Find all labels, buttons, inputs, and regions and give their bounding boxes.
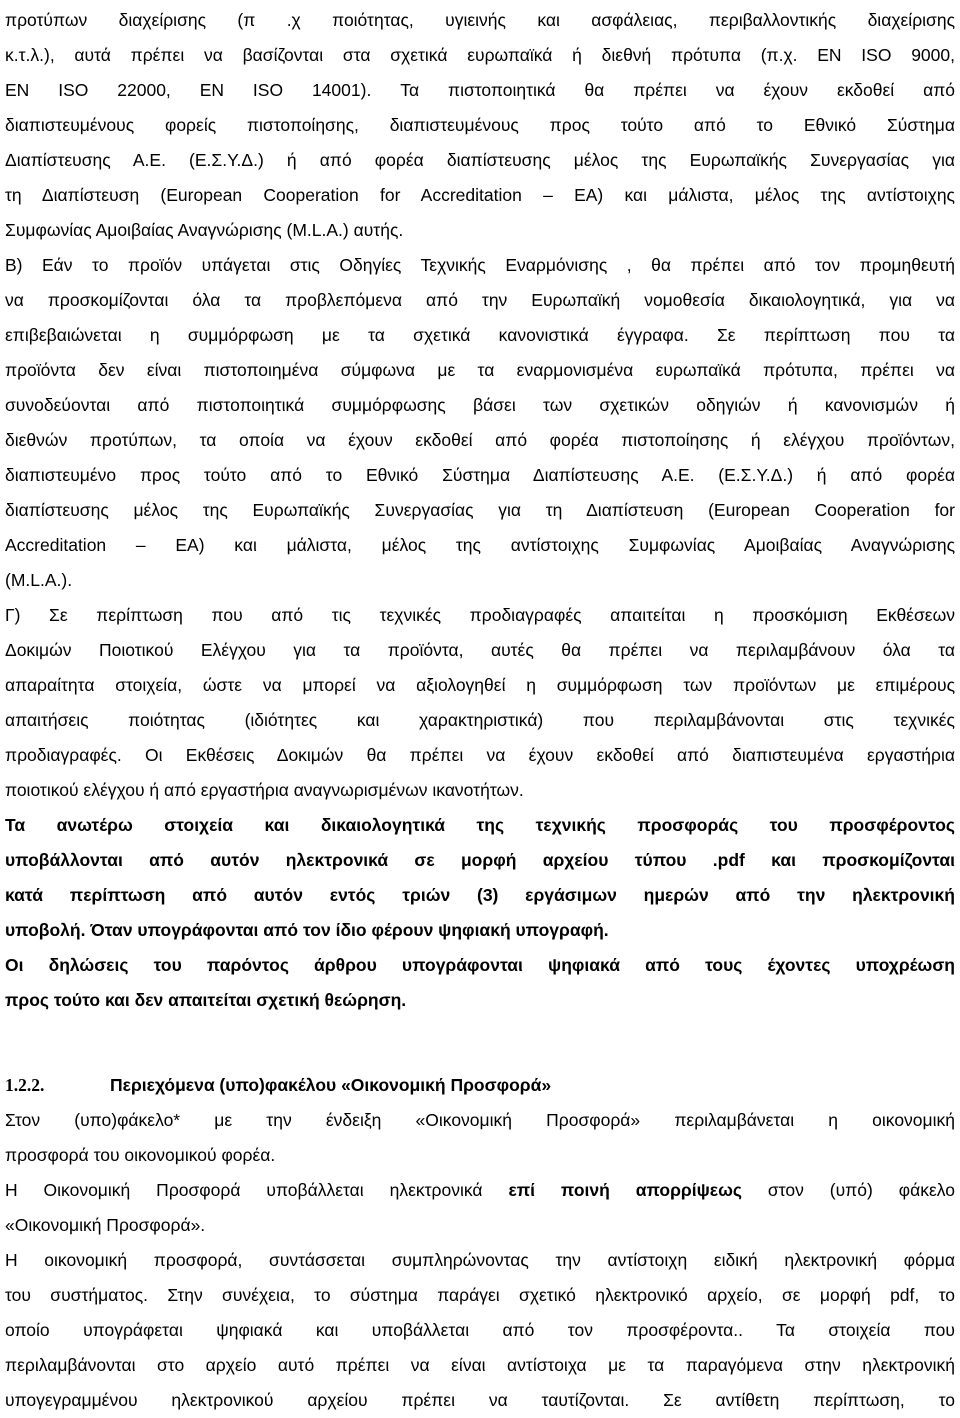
text-line: κ.τ.λ.), αυτά πρέπει να βασίζονται στα σχετικά ευρωπαϊκά ή διεθνή πρότυπα (π.χ. EN ISO 9000, [5, 45, 955, 65]
text-line: (M.L.A.). [5, 570, 73, 590]
section-title: Περιεχόμενα (υπο)φακέλου «Οικονομική Προσφορά» [110, 1075, 552, 1095]
bold-text-line: Οι δηλώσεις του παρόντος άρθρου υπογράφονται ψηφιακά από τους έχοντες υποχρέωση [5, 955, 955, 975]
emphasis-text: επί ποινή απορρίψεως [508, 1180, 742, 1200]
text-line: διεθνών προτύπων, τα οποία να έχουν εκδοθεί από φορέα πιστοποίησης ή ελέγχου προϊόντων, [5, 430, 955, 450]
bold-text-line: κατά περίπτωση από αυτόν εντός τριών (3) εργάσιμων ημερών από την ηλεκτρονική [5, 885, 955, 905]
text-line: προτύπων διαχείρισης (π .χ ποιότητας, υγιεινής και ασφάλειας, περιβαλλοντικής διαχείρισης [5, 10, 955, 30]
text-line: υπογεγραμμένου ηλεκτρονικού αρχείου πρέπει να ταυτίζονται. Σε αντίθετη περίπτωση, το [5, 1390, 955, 1410]
section-number: 1.2.2. [5, 1075, 45, 1095]
text-line: ποιοτικού ελέγχου ή από εργαστήρια αναγνωρισμένων ικανοτήτων. [5, 780, 524, 800]
text-line: Στον (υπο)φάκελο* με την ένδειξη «Οικονομική Προσφορά» περιλαμβάνεται η οικονομική [5, 1110, 955, 1130]
text-line: Διαπίστευσης Α.Ε. (Ε.Σ.Υ.Δ.) ή από φορέα διαπίστευσης μέλος της Ευρωπαϊκής Συνεργασίας για [5, 150, 955, 170]
text-line: Β) Εάν το προϊόν υπάγεται στις Οδηγίες Τεχνικής Εναρμόνισης , θα πρέπει από τον προμηθευτή [5, 255, 955, 275]
text-line: προϊόντα δεν είναι πιστοποιημένα σύμφωνα με τα εναρμονισμένα ευρωπαϊκά πρότυπα, πρέπει να [5, 360, 955, 380]
bold-text-line: Τα ανωτέρω στοιχεία και δικαιολογητικά της τεχνικής προσφοράς του προσφέροντος [5, 815, 955, 835]
text-line: Η οικονομική προσφορά, συντάσσεται συμπληρώνοντας την αντίστοιχη ειδική ηλεκτρονική φόρμα [5, 1250, 955, 1270]
text-line: απαιτήσεις ποιότητας (ιδιότητες και χαρακτηριστικά) που περιλαμβάνονται στις τεχνικές [5, 710, 955, 730]
text-line: Συμφωνίας Αμοιβαίας Αναγνώρισης (M.L.A.) αυτής. [5, 220, 404, 240]
section-heading [5, 1067, 552, 1103]
text-line: του συστήματος. Στην συνέχεια, το σύστημα παράγει σχετικό ηλεκτρονικό αρχείο, σε μορφή pdf, το [5, 1285, 955, 1305]
bold-text-line: υποβολή. Όταν υπογράφονται από τον ίδιο φέρουν ψηφιακή υπογραφή. [5, 920, 609, 940]
text-line: προδιαγραφές. Οι Εκθέσεις Δοκιμών θα πρέπει να έχουν εκδοθεί από διαπιστευμένα εργαστήρια [5, 745, 955, 765]
text-line: «Οικονομική Προσφορά». [5, 1215, 206, 1235]
text-line: οποίο υπογράφεται ψηφιακά και υποβάλλεται από τον προσφέροντα.. Τα στοιχεία που [5, 1320, 955, 1340]
text-line: επιβεβαιώνεται η συμμόρφωση με τα σχετικά κανονιστικά έγγραφα. Σε περίπτωση που τα [5, 325, 955, 345]
text-line: περιλαμβάνονται στο αρχείο αυτό πρέπει να είναι αντίστοιχα με τα παραγόμενα στην ηλεκτρονική [5, 1355, 955, 1375]
bold-text-line: προς τούτο και δεν απαιτείται σχετική θεώρηση. [5, 990, 407, 1010]
text-line: Γ) Σε περίπτωση που από τις τεχνικές προδιαγραφές απαιτείται η προσκόμιση Εκθέσεων [5, 605, 955, 625]
bold-text-line: υποβάλλονται από αυτόν ηλεκτρονικά σε μορφή αρχείου τύπου .pdf και προσκομίζονται [5, 850, 955, 870]
text-line: διαπίστευσης μέλος της Ευρωπαϊκής Συνεργασίας για τη Διαπίστευση (European Cooperation for [5, 500, 955, 520]
text-segment: στον (υπό) φάκελο [767, 1180, 955, 1200]
text-line: απαραίτητα στοιχεία, ώστε να μπορεί να αξιολογηθεί η συμμόρφωση των προϊόντων με επιμέρους [5, 675, 955, 695]
text-segment: Η Οικονομική Προσφορά υποβάλλεται ηλεκτρονικά [5, 1180, 483, 1200]
text-line: να προσκομίζονται όλα τα προβλεπόμενα από την Ευρωπαϊκή νομοθεσία δικαιολογητικά, για να [5, 290, 955, 310]
text-line: EN ISO 22000, EN ISO 14001). Τα πιστοποιητικά θα πρέπει να έχουν εκδοθεί από [5, 80, 955, 100]
text-line: προσφορά του οικονομικού φορέα. [5, 1145, 276, 1165]
text-line-mixed [5, 1172, 955, 1208]
text-line: Accreditation – EA) και μάλιστα, μέλος της αντίστοιχης Συμφωνίας Αμοιβαίας Αναγνώρισης [5, 535, 955, 555]
text-line: διαπιστευμένους φορείς πιστοποίησης, διαπιστευμένους προς τούτο από το Εθνικό Σύστημα [5, 115, 955, 135]
text-line: συνοδεύονται από πιστοποιητικά συμμόρφωσης βάσει των σχετικών οδηγιών ή κανονισμών ή [5, 395, 955, 415]
text-line: διαπιστευμένο προς τούτο από το Εθνικό Σύστημα Διαπίστευσης Α.Ε. (Ε.Σ.Υ.Δ.) ή από φορέα [5, 465, 955, 485]
text-line: Δοκιμών Ποιοτικού Ελέγχου για τα προϊόντα, αυτές θα πρέπει να περιλαμβάνουν όλα τα [5, 640, 955, 660]
text-line: τη Διαπίστευση (European Cooperation for Accreditation – EA) και μάλιστα, μέλος της αντίστοιχης [5, 185, 955, 205]
